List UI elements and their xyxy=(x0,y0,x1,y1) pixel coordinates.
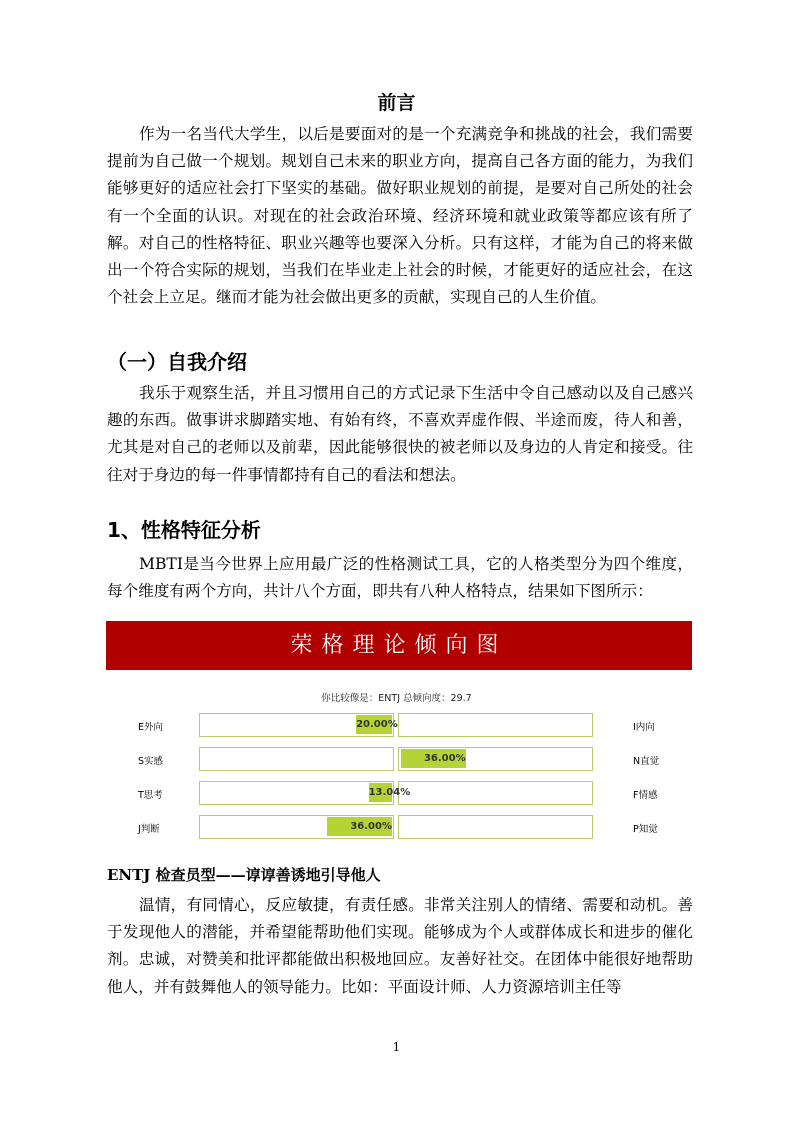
left-label: J判断 xyxy=(138,824,160,835)
left-label: T思考 xyxy=(138,790,163,801)
intro-heading: （一）自我介绍 xyxy=(107,350,247,374)
personality-heading: 1、性格特征分析 xyxy=(107,518,261,542)
chart-row xyxy=(0,815,793,839)
chart-title: 荣格理论倾向图 xyxy=(106,621,692,670)
right-box xyxy=(398,713,593,737)
left-label: E外向 xyxy=(138,722,164,733)
right-label: F情感 xyxy=(633,790,658,801)
preface-title: 前言 xyxy=(377,92,416,114)
right-label: I内向 xyxy=(633,722,655,733)
type-heading: ENTJ 检查员型——谆谆善诱地引导他人 xyxy=(107,866,381,884)
bar-2: 13.04% xyxy=(369,783,392,802)
type-paragraph: 温情，有同情心，反应敏捷，有责任感。非常关注别人的情绪、需要和动机。善于发现他人的潜能，并希望能帮助他们实现。能够成为个人或群体成长和进步的催化剂。忠诚，对赞美和批评都能做出积极地回应。友善好社交。在团体中能很好地帮助他人，并有鼓舞他人的领导能力。比如：平面设计师、人力资源培训主任等 xyxy=(107,896,693,996)
bar-3: 36.00% xyxy=(327,817,392,836)
bar-0: 20.00% xyxy=(356,715,392,734)
bar-1: 36.00% xyxy=(401,749,466,768)
left-box xyxy=(199,781,394,805)
right-box xyxy=(398,815,593,839)
left-label: S实感 xyxy=(138,756,164,767)
right-label: N直觉 xyxy=(633,756,660,767)
chart-row xyxy=(0,747,793,771)
left-box xyxy=(199,747,394,771)
page-number: 1 xyxy=(392,1040,401,1054)
preface-paragraph: 作为一名当代大学生，以后是要面对的是一个充满竞争和挑战的社会，我们需要提前为自己做一个规划。规划自己未来的职业方向，提高自己各方面的能力，为我们能够更好的适应社会打下坚实的基础。做好职业规划的前提，是要对自己所处的社会有一个全面的认识。对现在的社会政治环境、经济环境和就业政策等都应该有所了解。对自己的性格特征、职业兴趣等也要深入分析。只有这样，才能为自己的将来做出一个符合实际的规划，当我们在毕业走上社会的时候，才能更好的适应社会，在这个社会上立足。继而才能为社会做出更多的贡献，实现自己的人生价值。 xyxy=(107,125,693,307)
right-label: P知觉 xyxy=(633,824,658,835)
chart-row xyxy=(0,713,793,737)
chart-subtitle: 你比较像是：ENTJ 总倾向度：29.7 xyxy=(321,693,472,704)
personality-paragraph: MBTI是当今世界上应用最广泛的性格测试工具，它的人格类型分为四个维度，每个维度有两个方向，共计八个方面，即共有八种人格特点，结果如下图所示： xyxy=(107,555,693,601)
chart-row xyxy=(0,781,793,805)
intro-paragraph: 我乐于观察生活，并且习惯用自己的方式记录下生活中令自己感动以及自己感兴趣的东西。做事讲求脚踏实地、有始有终，不喜欢弄虚作假、半途而废，待人和善，尤其是对自己的老师以及前辈，因此能够很快的被老师以及身边的人肯定和接受。往往对于身边的每一件事情都持有自己的看法和想法。 xyxy=(107,384,693,484)
right-box xyxy=(398,781,593,805)
